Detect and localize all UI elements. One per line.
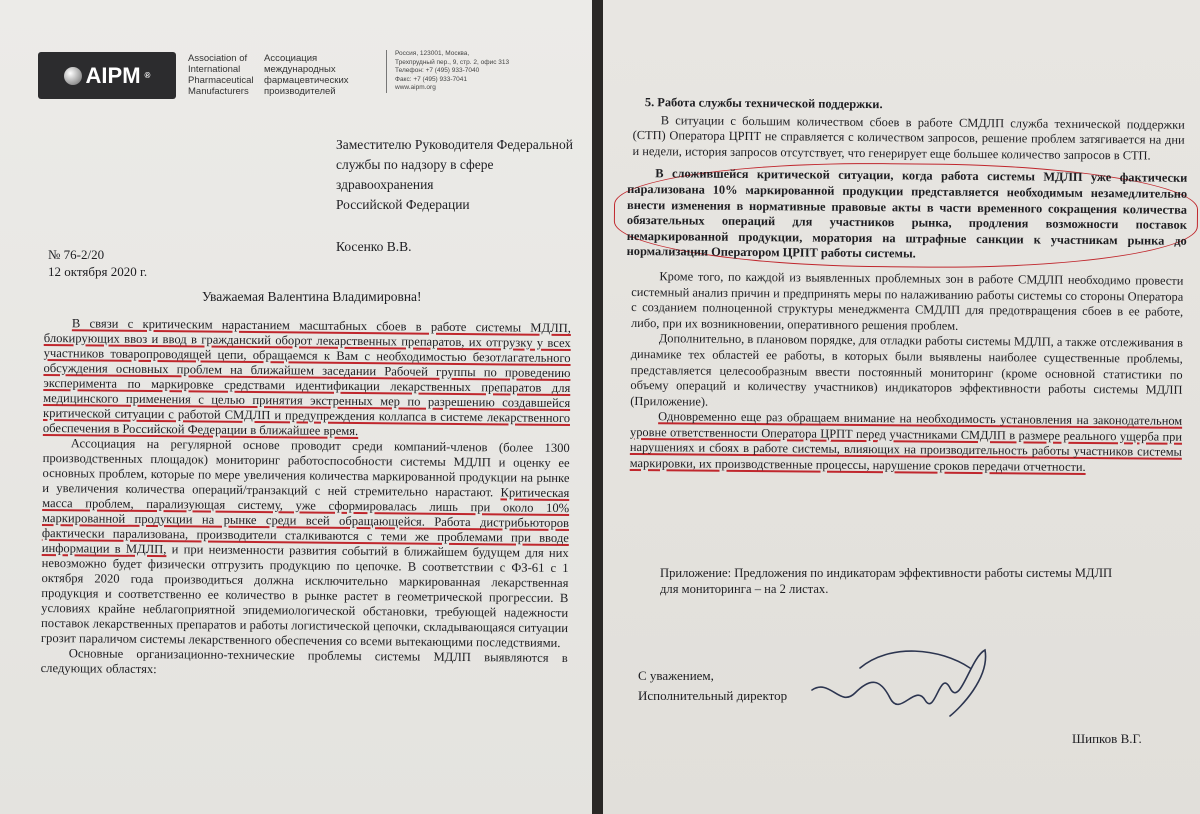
greeting: Уважаемая Валентина Владимировна!: [202, 289, 422, 304]
handwritten-signature: [800, 638, 1000, 728]
closing-block: [638, 666, 787, 706]
section-title: 5. Работа службы технической поддержки.: [644, 95, 883, 112]
underlined-text: Критическая масса проблем, парализующая систему, уже сформировалась лишь при около 10% маркированной продукции на рынке среди всей обращающейся. Работа дистрибьюторов фактически парализована, производители сталкиваются с теми же проблемами при вводе информации в МДЛП,: [41, 485, 570, 557]
registered-mark: ®: [144, 71, 151, 80]
circled-paragraph: [614, 161, 1199, 270]
org-name-ru: Ассоциация международных фармацевтических производителей: [264, 53, 349, 97]
paragraph: Дополнительно, в плановом порядке, для отладки работы системы МДЛП, а также отслеживания в динамике тех областей ее работы, в которых были выявлены наиболее существенные проблемы, представляется целесообразным ввести постоянный мониторинг (кроме основной статистики по объему операций и количеству участников) индикаторов эффективности работы системы МДЛП (Приложение).: [630, 331, 1183, 409]
signer-position: Исполнительный директор: [638, 688, 788, 703]
paragraph: Основные организационно-технические проблемы системы МДЛП выявляются в следующих областях:: [40, 646, 568, 677]
paragraph: Кроме того, по каждой из выявленных проблемных зон в работе СМДЛП необходимо провести системный анализ причин и предпринять меры по налаживанию работы системы со стороны Оператора с созданием полноценной структуры менеджмента СМДЛП для предотвращения сбоев в ее работе, либо, при их возникновении, оперативного решения проблем.: [630, 269, 1184, 333]
contact-block: Россия, 123001, Москва, Трехпрудный пер., 9, стр. 2, офис 313 Телефон: +7 (495) 933-7040 Факс: +7 (495) 933-7041 www.aipm.org: [386, 50, 509, 93]
paragraph: В сложившейся критической ситуации, когда работа системы МДЛП уже фактически парализована 10% маркированной продукции представляется необходимым незамедлительно внести изменения в нормативные правовые акты в части временного сокращения количества обязательных операций для участников рынка, продления возможности поставок немаркированной продукции, моратория на штрафные санкции к участникам рынка до нормализации Оператором ЦРПТ работы системы.: [626, 166, 1188, 261]
globe-icon: [64, 67, 82, 85]
closing-regards: С уважением,: [638, 668, 714, 683]
letter-number-date: [48, 246, 147, 280]
paragraph: В ситуации с большим количеством сбоев в работе СМДЛП служба технической поддержки (СТП) Оператора ЦРПТ не справляется с количеством запросов, решение проблем затягивается на дни и недели, история запросов отсутствует, что генерирует еще большее количество запросов в СТП.: [632, 112, 1185, 163]
underlined-text: В связи с критическим нарастанием масштабных сбоев в работе системы МДЛП, блокирующих ввоз и ввод в гражданский оборот лекарственных препаратов, их отгрузку у всех участников товаропроводящей цепи, обращаемся к Вам с необходимостью безотлагательного обсуждения основных проблем на ближайшем заседании Рабочей группы по проведению эксперимента по маркировке средствами идентификации лекарственных препаратов для медицинского применения с целью принятия экстренных мер по разрешению создавшейся критической ситуации с работой СМДЛП и предупреждения коллапса в системе лекарственного обеспечения в Российской Федерации в ближайшее время.: [42, 316, 571, 439]
paragraph: [43, 316, 571, 441]
right-body-text: [626, 95, 1188, 476]
paragraph: Ассоциация на регулярной основе проводит среди компаний-членов (более 1300 производственных площадок) мониторинг работоспособности системы МДЛП и оценку ее основных проблем, которые по мере увеличения количества маркированной продукции на рынке и увеличения количества операций/транзакций с ней стремительно нарастают. Критическая масса проблем, парализующая систему, уже сформировалась лишь при около 10% маркированной продукции на рынке среди всей обращающейся. Работа дистрибьюторов фактически парализована, производители сталкиваются с теми же проблемами при вводе информации в МДЛП, и при неизменности развития событий в ближайшем будущем для них невозможно будет физически отгрузить продукцию по цепочке. В соответствии с ФЗ-61 с 1 октября 2020 года производиться должна исключительно маркированная лекарственная продукция и соответственно ее количество в рынке растет в геометрической прогрессии. В условиях крайне неблагоприятной эпидемиологической обстановки, требующей надежности поставок лекарственных препаратов и работы логистической цепочки, складывающаяся ситуации грозит параличом системы лекарственного обеспечения со всеми вытекающими последствиями.: [40, 436, 570, 650]
attachment-note: Приложение: Предложения по индикаторам эффективности работы системы МДЛП для мониторинга – на 2 листах.: [660, 566, 1113, 596]
addressee-name: Косенко В.В.: [336, 239, 412, 254]
org-name-en: Association of International Pharmaceutical Manufacturers: [188, 53, 254, 97]
letter-date: 12 октября 2020 г.: [48, 264, 148, 279]
signer-name: Шипков В.Г.: [1072, 731, 1142, 746]
underlined-text: Одновременно еще раз обращаем внимание на необходимость установления на законодательном уровне ответственности Оператора ЦРПТ перед участниками СМДЛП в размере реального ущерба при нарушениях и сбоях в работе системы, влияющих на производительность работы участников системы маркировки, их производственные процессы, нарушение сроков передачи отчетности.: [629, 409, 1183, 475]
paragraph: [630, 409, 1183, 476]
left-page: [0, 0, 592, 814]
aipm-logo: AIPM ®: [38, 52, 176, 99]
letter-number: № 76-2/20: [48, 247, 105, 262]
addressee-block: Заместителю Руководителя Федеральной службы по надзору в сфере здравоохранения Российской Федерации Косенко В.В.: [336, 135, 573, 257]
left-body-text: [41, 316, 571, 681]
